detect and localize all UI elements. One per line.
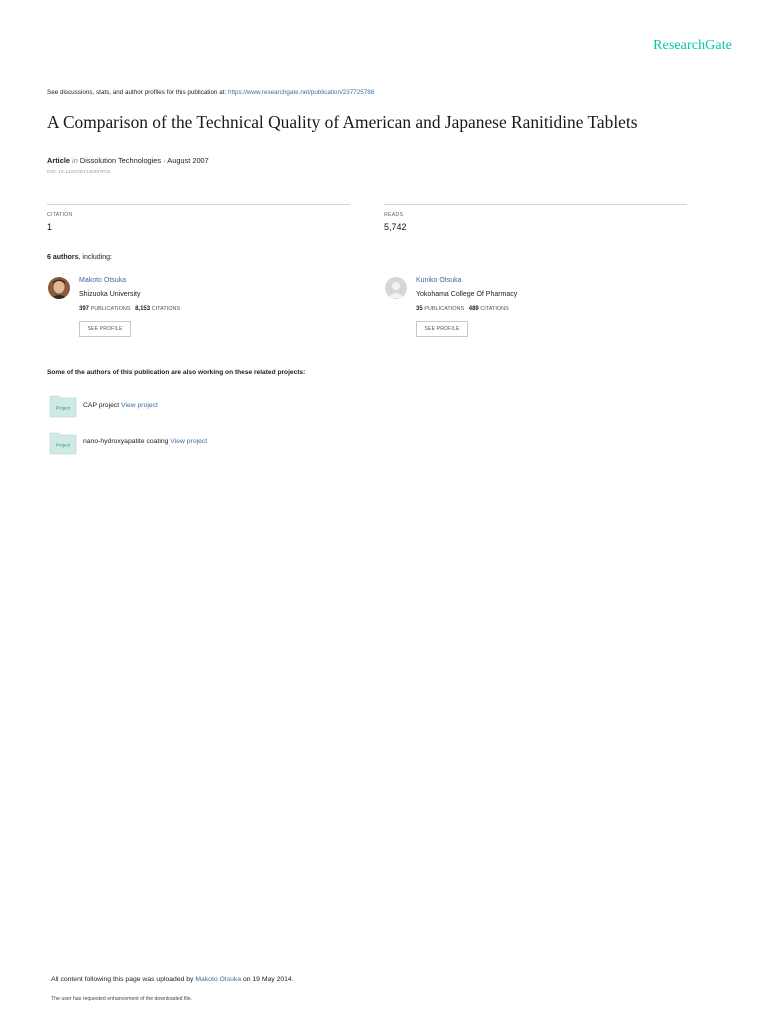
researchgate-logo[interactable]: ResearchGate (653, 38, 732, 53)
publication-link[interactable]: https://www.researchgate.net/publication/237725788 (227, 89, 375, 96)
author-stats (416, 306, 509, 312)
project-icon-label: Project (55, 442, 71, 448)
article-type: Article (47, 156, 71, 165)
citations-label: CITATIONS (480, 306, 509, 312)
upload-info (51, 976, 294, 983)
avatar-photo-icon (48, 277, 70, 299)
article-doi: DOI: 10.14227/DT140307P22 (47, 170, 111, 175)
project-folder-icon (49, 394, 77, 418)
uploader-link[interactable]: Makoto Otsuka (195, 976, 242, 983)
project-folder-icon (49, 431, 77, 455)
discussion-text: See discussions, stats, and author profiles for this publication at: (47, 89, 228, 96)
see-profile-button[interactable]: SEE PROFILE (416, 321, 468, 337)
reads-value: 5,742 (384, 222, 407, 232)
in-word: in (72, 156, 78, 165)
authors-heading (47, 254, 112, 261)
enhancement-note: The user has requested enhancement of the downloaded file. (51, 996, 193, 1002)
upload-suffix: on 19 May 2014. (241, 976, 294, 983)
project-item (83, 402, 158, 409)
view-project-link[interactable]: View project (121, 402, 158, 409)
author-stats (79, 306, 180, 312)
citations-count: 489 (468, 306, 479, 312)
authors-count: 6 authors (47, 254, 79, 261)
citation-value: 1 (47, 222, 53, 232)
author-avatar-placeholder[interactable] (385, 277, 407, 299)
project-item (83, 438, 207, 445)
project-name: CAP project (83, 402, 122, 409)
citation-label: CITATION (47, 212, 73, 218)
project-name: nano-hydroxyapatite coating (83, 438, 171, 445)
citations-label: CITATIONS (151, 306, 181, 312)
citations-count: 8,153 (135, 306, 151, 312)
project-icon-label: Project (55, 405, 71, 411)
see-profile-button[interactable]: SEE PROFILE (79, 321, 131, 337)
article-title: A Comparison of the Technical Quality of American and Japanese Ranitidine Tablets (47, 112, 638, 132)
projects-heading: Some of the authors of this publication are also working on these related projects: (47, 369, 306, 376)
default-user-icon (385, 277, 407, 299)
citation-divider (47, 204, 350, 205)
reads-label: READS (384, 212, 404, 218)
folder-icon (49, 394, 77, 418)
publications-label: PUBLICATIONS (90, 306, 131, 312)
author-name-link[interactable]: Makoto Otsuka (79, 277, 127, 284)
publications-label: PUBLICATIONS (424, 306, 465, 312)
view-project-link[interactable]: View project (170, 438, 208, 445)
author-institution: Yokohama College Of Pharmacy (416, 291, 518, 298)
authors-suffix: , including: (78, 254, 112, 261)
folder-icon (49, 431, 77, 455)
author-institution: Shizuoka University (79, 291, 141, 298)
publications-count: 397 (79, 306, 90, 312)
article-meta (47, 156, 209, 165)
author-name-link[interactable]: Kuniko Otsuka (416, 277, 462, 284)
discussion-line (47, 89, 374, 96)
author-avatar-photo[interactable] (48, 277, 70, 299)
publications-count: 35 (416, 306, 423, 312)
reads-divider (384, 204, 687, 205)
upload-prefix: All content following this page was uploaded by (51, 976, 196, 983)
journal-date: Dissolution Technologies · August 2007 (79, 156, 209, 165)
